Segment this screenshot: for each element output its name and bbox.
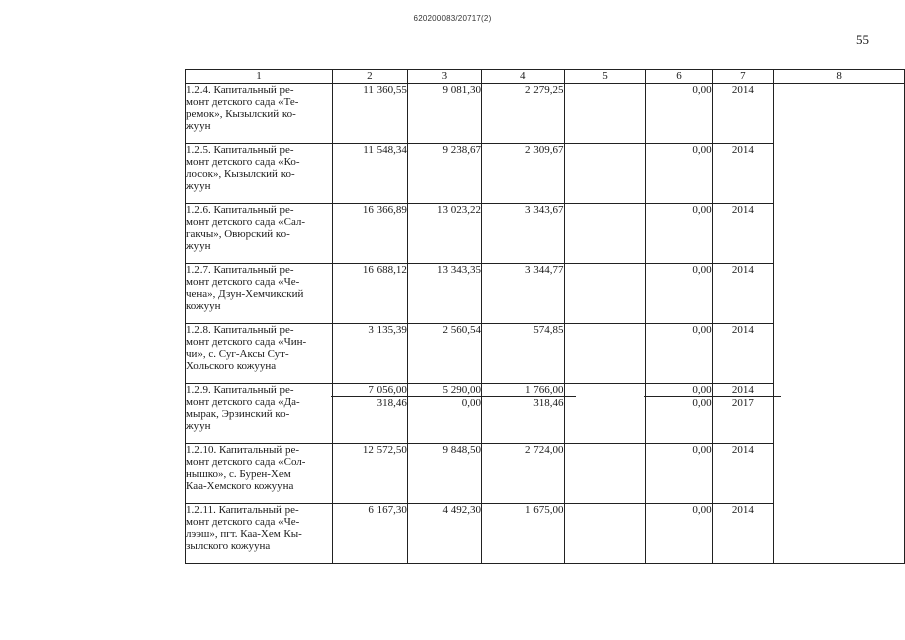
row-name-line: 1.2.5. Капитальный ре-: [186, 144, 294, 156]
year-cell: 2014: [712, 324, 774, 384]
year-cell: 2014: [712, 144, 774, 204]
col4-cell: 3 344,77: [481, 264, 564, 324]
total-cost-cell: 12 572,50: [332, 444, 407, 504]
budget-table: [185, 69, 905, 564]
row-name-cell: [186, 84, 333, 144]
total-cost-cell: 16 688,12: [332, 264, 407, 324]
col-header-2: 2: [332, 70, 407, 84]
value-2017: 0,00: [692, 397, 712, 409]
value-2014: 1 766,00: [480, 384, 576, 397]
year-cell: 2014: [712, 444, 774, 504]
row-name-cell: [186, 144, 333, 204]
row-name-line: монт детского сада «Те-: [186, 96, 299, 108]
year-cell: 2014: [712, 204, 774, 264]
year-cell: 2014: [712, 264, 774, 324]
row-name-cell: [186, 504, 333, 564]
row-name-line: чена», Дзун-Хемчикский: [186, 288, 304, 300]
row-name-line: лээш», пгт. Каа-Хем Кы-: [186, 528, 302, 540]
col-header-3: 3: [407, 70, 481, 84]
row-name-line: гакчы», Овюрский ко-: [186, 228, 290, 240]
row-name-line: нышко», с. Бурен-Хем: [186, 468, 291, 480]
col-header-7: 7: [712, 70, 774, 84]
value-2014: 5 290,00: [406, 384, 493, 397]
row-name-line: 1.2.7. Капитальный ре-: [186, 264, 294, 276]
col-header-5: 5: [564, 70, 646, 84]
row-name-line: 1.2.9. Капитальный ре-: [186, 384, 294, 396]
row-name-line: монт детского сада «Сол-: [186, 456, 306, 468]
col5-cell: [564, 444, 646, 504]
row-name-line: монт детского сада «Че-: [186, 516, 300, 528]
total-cost-cell: 11 548,34: [332, 144, 407, 204]
col-header-6: 6: [646, 70, 712, 84]
row-name-cell: [186, 204, 333, 264]
row-name-line: лосок», Кызылский ко-: [186, 168, 295, 180]
col3-cell: 13 023,22: [407, 204, 481, 264]
value-2014: 0,00: [644, 384, 725, 397]
col4-cell: [481, 384, 564, 444]
col4-cell: 2 309,67: [481, 144, 564, 204]
total-cost-cell: 6 167,30: [332, 504, 407, 564]
row-name-cell: [186, 264, 333, 324]
row-name-line: мырак, Эрзинский ко-: [186, 408, 290, 420]
col3-cell: [407, 384, 481, 444]
col8-merged-cell: [774, 84, 905, 564]
row-name-cell: [186, 444, 333, 504]
year-cell: [712, 384, 774, 444]
value-2014: 7 056,00: [331, 384, 419, 397]
col6-cell: 0,00: [646, 504, 712, 564]
col-header-4: 4: [481, 70, 564, 84]
col6-cell: [646, 384, 712, 444]
document-code: 620200083/20717(2): [413, 14, 492, 23]
row-name-line: 1.2.10. Капитальный ре-: [186, 444, 300, 456]
total-cost-cell: 3 135,39: [332, 324, 407, 384]
col5-cell: [564, 324, 646, 384]
col3-cell: 4 492,30: [407, 504, 481, 564]
row-name-cell: [186, 324, 333, 384]
row-name-line: монт детского сада «Че-: [186, 276, 300, 288]
col6-cell: 0,00: [646, 264, 712, 324]
col6-cell: 0,00: [646, 324, 712, 384]
row-name-line: жуун: [186, 240, 211, 252]
value-2017: 318,46: [376, 397, 407, 409]
row-name-line: монт детского сада «Сал-: [186, 216, 306, 228]
page-number: 55: [856, 32, 869, 47]
col6-cell: 0,00: [646, 444, 712, 504]
value-2017: 0,00: [461, 397, 481, 409]
col5-cell: [564, 264, 646, 324]
row-name-line: Каа-Хемского кожууна: [186, 480, 294, 492]
row-name-line: 1.2.8. Капитальный ре-: [186, 324, 294, 336]
table-row: [186, 84, 905, 144]
year-cell: 2014: [712, 84, 774, 144]
col5-cell: [564, 144, 646, 204]
row-name-line: монт детского сада «Да-: [186, 396, 300, 408]
year-2017: 2017: [731, 397, 754, 409]
year-cell: 2014: [712, 504, 774, 564]
col3-cell: 13 343,35: [407, 264, 481, 324]
row-name-line: чи», с. Суг-Аксы Сут-: [186, 348, 289, 360]
row-name-line: ремок», Кызылский ко-: [186, 108, 296, 120]
col-header-8: 8: [774, 70, 905, 84]
row-name-line: 1.2.4. Капитальный ре-: [186, 84, 294, 96]
value-2017: 318,46: [533, 397, 564, 409]
total-cost-cell: 16 366,89: [332, 204, 407, 264]
col6-cell: 0,00: [646, 144, 712, 204]
col3-cell: 9 238,67: [407, 144, 481, 204]
row-name-line: монт детского сада «Ко-: [186, 156, 300, 168]
col5-cell: [564, 84, 646, 144]
col4-cell: 3 343,67: [481, 204, 564, 264]
total-cost-cell: [332, 384, 407, 444]
col3-cell: 9 848,50: [407, 444, 481, 504]
row-name-line: монт детского сада «Чин-: [186, 336, 307, 348]
header-row: [186, 70, 905, 84]
col6-cell: 0,00: [646, 84, 712, 144]
col3-cell: 9 081,30: [407, 84, 481, 144]
row-name-line: жуун: [186, 120, 211, 132]
col6-cell: 0,00: [646, 204, 712, 264]
row-name-line: 1.2.11. Капитальный ре-: [186, 504, 299, 516]
col3-cell: 2 560,54: [407, 324, 481, 384]
row-name-line: жуун: [186, 180, 211, 192]
col4-cell: 1 675,00: [481, 504, 564, 564]
col5-cell: [564, 504, 646, 564]
total-cost-cell: 11 360,55: [332, 84, 407, 144]
row-name-line: жуун: [186, 420, 211, 432]
row-name-cell: [186, 384, 333, 444]
col4-cell: 2 279,25: [481, 84, 564, 144]
col5-cell: [564, 204, 646, 264]
col5-cell: [564, 384, 646, 444]
col-header-1: 1: [186, 70, 333, 84]
row-name-line: Хольского кожууна: [186, 360, 277, 372]
col4-cell: 574,85: [481, 324, 564, 384]
row-name-line: зылского кожууна: [186, 540, 271, 552]
row-name-line: 1.2.6. Капитальный ре-: [186, 204, 294, 216]
col4-cell: 2 724,00: [481, 444, 564, 504]
year-2014: 2014: [713, 384, 782, 397]
row-name-line: кожуун: [186, 300, 221, 312]
